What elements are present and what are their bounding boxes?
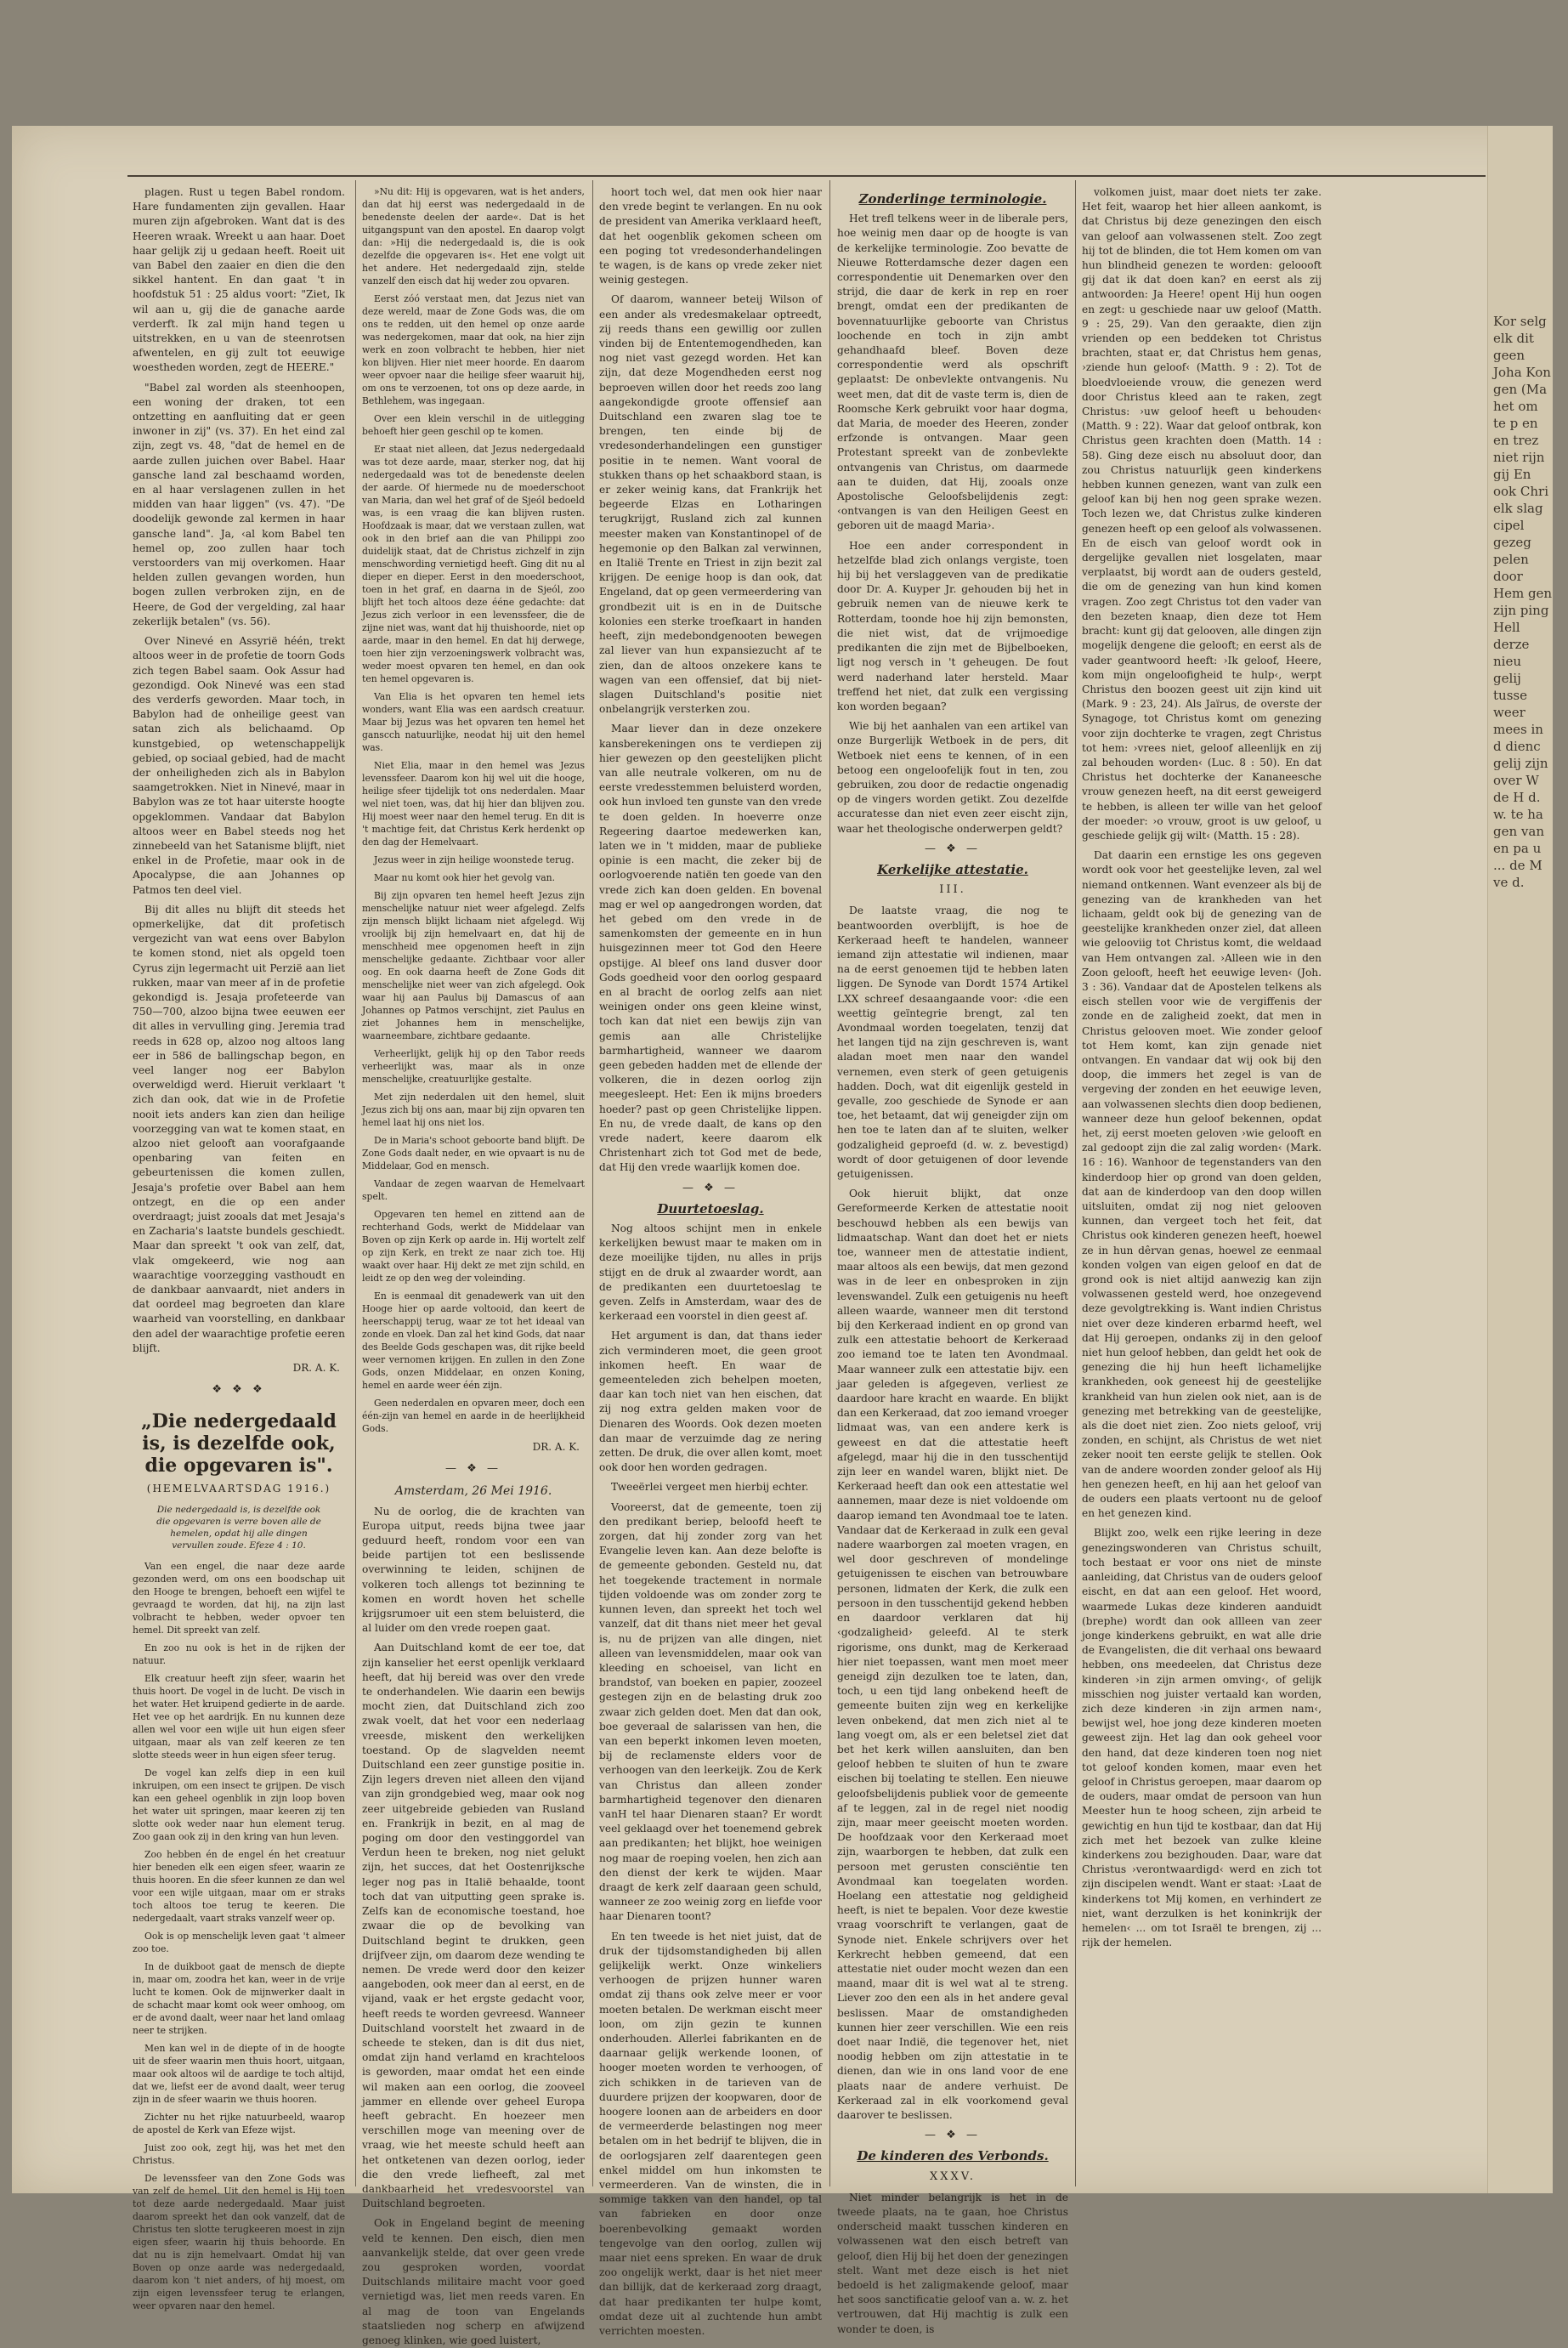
column-3 (599, 185, 823, 2338)
paragraph: Opgevaren ten hemel en zittend aan de rechterhand Gods, werkt de Middelaar van Boven op zijn Kerk op aarde in. Hij wortelt zelf op zijn Kerk, en trekt ze naar zich toe. Hij waakt over haar. Hij dekt ze met zijn schild, en leidt ze op den weg der voleinding. (362, 1209, 585, 1284)
paragraph: De vogel kan zelfs diep in een kuil inkruipen, om een insect te grijpen. De visch kan een geheel ogenblik in zijn loop boven het water uit springen, maar keeren zij ten slotte ook weder naar hun element terug. Zoo gaan ook zij in den kring van hun leven. (133, 1767, 345, 1842)
paragraph: Van Elia is het opvaren ten hemel iets wonders, want Elia was een aardsch creatuur. Maar bij Jezus was het opvaren ten hemel het ganscch natuurlijke, neodat hij uit den hemel was. (362, 691, 585, 753)
paragraph: Juist zoo ook, zegt hij, was het met den Christus. (133, 2141, 345, 2166)
paragraph: Vandaar de zegen waarvan de Hemelvaart spelt. (362, 1178, 585, 1202)
paragraph: In de duikboot gaat de mensch de diepte in, maar om, zoodra het kan, weer in de vrije lucht te komen. Ook de mijnwerker daalt in de schacht maar komt ook weer omhoog, om er de avond daalt, weer naar het land omlaag neer te strijken. (133, 1960, 345, 2036)
paragraph: En zoo nu ook is het in de rijken der natuur. (133, 1642, 345, 1666)
paragraph: Ook hieruit blijkt, dat onze Gereformeerde Kerken de attestatie nooit beschouwd hebben als een bewijs van lidmaatschap. Want dan doet het er niets toe, wanneer men de attestatie indient, maar altoos als een bewijs, dat men gezond was in de leer en onbesproken in zijn levenswandel. Zulk een getuigenis nu heeft alleen waarde, wanneer men dit terstond bij den Kerkeraad indient en op grond van zulk een attestatie behoort de Kerkeraad zoo iemand toe te laten ten Avondmaal. Maar wanneer zulk een attestatie bijv. een jaar geleden is afgegeven, verliest ze daardoor hare kracht en waarde. En blijkt dan een Kerkeraad, dat zoo iemand vroeger lidmaat was, van een andere kerk is geweest en dat die attestatie heeft afgelegd, maar hij die in den tusschentijd zijn leer en wandel waren, blijkt niet. De Kerkeraad heeft dan ook een attestatie wel aannemen, maar deze is niet voldoende om daarop iemand ten Avondmaal toe te laten. Vandaar dat de Kerkeraad in zulk een geval nadere waarborgen zal moeten vragen, en wel door geschreven of mondelinge getuigenissen te eischen van betrouwbare personen, lidmaten der Kerk, die zulk een persoon in den tusschentijd gekend hebben en daardoor verklaren dat hij ‹godzaligheid› geleefd. Al te sterk rigorisme, ons dunkt, mag de Kerkeraad hier niet toepassen, want men moet meer geneigd zijn dezulken toe te laten, dan, toch, u een tijd lang onbekend heeft de gemeente buiten zijn weg en kerkelijke leven onbekend, dat men zich niet al te lang voegt om, als er een beletsel ziet dat bet het kerk willen aansluiten, dan ben geloof hebben te sluiten of hun te zware eischen bij toelating te stellen. Een nieuwe geloofsbelijdenis publiek voor de gemeente af te leggen, zal in de regel niet noodig zijn, maar meer geeischt moeten worden. De hoofdzaak voor den Kerkeraad moet zijn, waarborgen te hebben, dat zulk een persoon met gerusten consciëntie ten Avondmaal kan toegelaten worden. Hoelang een attestatie nog geldigheid heeft, is niet te bepalen. Voor deze kwestie vraag voorschrift te verlangen, gaat de Synode niet. Enkele schrijvers over het Kerkrecht hebben gemeend, dat een attestatie niet ouder mocht wezen dan een maand, maar dit is wel wat al te streng. Liever zoo den een als in het andere geval beslissen. Maar de omstandigheden kunnen hier zeer verschillen. Wie een reis doet naar Indië, die tegenover het, niet noodig hebben om zijn attestatie in te dienen, dan wie in ons land voor de ene plaats naar de andere verhuist. De Kerkeraad zal in elk voorkomend geval daarover te beslissen. (837, 1188, 1068, 2121)
column-1 (133, 185, 345, 2311)
paragraph: Vooreerst, dat de gemeente, toen zij den predikant beriep, beloofd heeft te zorgen, dat hij zonder zorg van het Evangelie leven kan. Aan deze belofte is de gemeente gebonden. Gesteld nu, dat het toegekende tractement in normale tijden voldoende was om zonder zorg te kunnen leven, dan spreekt het toch wel vanzelf, dat dit thans niet meer het geval is, nu de prijzen van alle dingen, niet alleen van levensmiddelen, maar ook van kleeding en schoeisel, van licht en brandstof, van boeken en papier, zoozeel gestegen zijn en de belasting druk zoo zwaar zich gelden doet. Men dat dan ook, boe geveraal de salarissen van hen, die van een beperkt inkomen leven moeten, bij de reclamenste elders voor de verhoogen van den leerkeijk. Zou de Kerk van Christus dan alleen zonder barmhartigheid tegenover den dienaren vanH tel haar Dienaren staan? Er wordt veel geklaagd over het toenemend gebrek aan predikanten; het blijkt, hoe weinigen nog maar de roeping voelen, hen zich aan den dienst der kerk te wijden. Maar draagt de kerk zelf daaraan geen schuld, wanneer ze zoo weinig zorg en liefde voor haar Dienaren toont? (599, 1500, 822, 1923)
paragraph: plagen. Rust u tegen Babel rondom. Hare fundamenten zijn gevallen. Haar muren zijn afgebroken. Want dat is des Heeren wraak. Wreekt u aan haar. Doet haar gelijk zij u gedaan heeft. Roeit uit van Babel den zaaier en dien die den sikkel hantent. En dan gaat 't in hoofdstuk 51 : 25 aldus voort: "Ziet, Ik wil aan u, gij die de ganache aarde verderft. Ik zal mijn hand tegen u uitstrekken, en u van de steenrotsen afwentelen, en gij zult tot eeuwige woestheden worden, zegt de HEERE." (133, 186, 345, 374)
paragraph: Elk creatuur heeft zijn sfeer, waarin het thuis hoort. De vogel in de lucht. De visch in het water. Het kruipend gedierte in de aarde. Het vee op het aardrijk. En nu kunnen deze allen wel voor een wijle uit hun eigen sfeer uitgaan, maar als van zelf keeren ze ten slotte steeds weer in hun eigen sfeer terug. (133, 1672, 345, 1761)
paragraph: En is eenmaal dit genadewerk van uit den Hooge hier op aarde voltooid, dan keert de heerschappij terug, waar ze tot het ideaal van zonde en vloek. Dan zal het kind Gods, dat naar des Beelde Gods geschapen was, dit rijke beeld weer vernomen krijgen. En zullen in den Zone Gods, onzen Middelaar, en onzen Koning, hemel en aarde weer één zijn. (362, 1290, 585, 1391)
paragraph: Zichter nu het rijke natuurbeeld, waarop de apostel de Kerk van Efeze wijst. (133, 2111, 345, 2135)
section-number: III. (939, 883, 966, 897)
paragraph: Maar nu komt ook hier het gevolg van. (374, 872, 556, 883)
paragraph: Het argument is dan, dat thans ieder zich verminderen moet, die geen groot inkomen heeft. En waar de gemeenteleden zich behelpen moeten, daar kan toch niet van hen eischen, dat zij nog extra gelden maken voor de Dienaren des Woords. Ook dezen moeten dan maar de verzuimde dag ze nering zetten. De druk, die over allen komt, moet ook door hen worden gedragen. (599, 1330, 822, 1474)
header-rule (127, 175, 1486, 177)
paragraph: Jezus weer in zijn heilige woonstede terug. (374, 854, 575, 865)
paragraph: Wie bij het aanhalen van een artikel van onze Burgerlijk Wetboek in de pers, dit Wetboek niet eens te kennen, of in een betoog een ongeloofelijk fout in ten, zou gebruiken, zou door de redactie ongenadig op de vingers worden getikt. Zou dezelfde accuratesse dan niet even zeer eischt zijn, waar het theologische onderwerpen geldt? (837, 720, 1068, 835)
paragraph: Maar liever dan in deze onzekere kansberekeningen ons te verdiepen zij hier gewezen op den geestelijken plicht van alle neutrale volkeren, om nu de eerste vredesstemmen beluisterd worden, ook hun invloed ten gunste van den vrede te doen gelden. In hoeverre onze Regeering daartoe medewerken kan, laten we in 't midden, maar de publieke opinie is een macht, die zeker bij de oorlogvoerende natiën ten goede van den vrede zich kan doen gelden. En bovenal mag er wel op aangedrongen worden, dat het gebed om den vrede in de samenkomsten der gemeente en in hun huisgezinnen meer tot God den Heere opstijge. Al bleef ons land dusver door Gods goedheid voor den oorlog gespaard en al bracht de oorlog zelfs aan niet weinigen onder ons geen kleine winst, toch kan dat niet een bewijs zijn van gemis aan alle Christelijke barmhartigheid, wanneer we daarom geen gebeden hadden met de ellende der volkeren, die in dezen oorlog zijn meegesleept. Het: Een ik mijns broeders hoeder? past op geen Christelijke lippen. En nu, de vrede daalt, de kans op den vrede nadert, keere daarom elk Christenhart zich tot God met de bede, dat Hij den vrede waarlijk komen doe. (599, 723, 822, 1174)
paragraph: Men kan wel in de diepte of in de hoogte uit de sfeer waarin men thuis hoort, uitgaan, maar ook altoos wil de aardige te toch altijd, dat we, liefst eer de avond daalt, weer terug zijn in de sfeer waarin we thuis hooren. (133, 2042, 345, 2105)
signature: DR. A. K. (292, 1362, 340, 1375)
paragraph: De laatste vraag, die nog te beantwoorden overblijft, is hoe de Kerkeraad heeft te handelen, wanneer iemand zijn attestatie wil indienen, maar na de eerst genoemen tijd te hebben laten liggen. De Synode van Dordt 1574 Artikel LXX schreef desaangaande voor: ‹die een weettig geïntegrie brengt, zal ten Avondmaal worden toegelaten, tenzij dat het langen tijd na zijn geschreven is, want aladan moet men naar den wandel vernemen, even sterk of geen getuigenis hadden. Doch, wat dit eigenlijk gesteld in gevalle, zoo geschiede de Synode er aan toe, het betaamt, dat wij geneigder zijn om hen toe te laten dan af te sluiten, welker godzaligheid geproefd (d. w. z. bevestigd) wordt of door getuigenen of door levende getuigenissen. (837, 905, 1068, 1180)
paragraph: Niet minder belangrijk is het in de tweede plaats, na te gaan, hoe Christus onderscheid maakt tusschen kinderen en volwassenen wat den eisch betreft van geloof, dien Hij bij het doen der genezingen stelt. Want met deze eisch is het niet bedoeld is het zaligmakende geloof, maar het soos sanctificatie geloof van a. w. z. het vertrouwen, dat Hij machtig is zulk een wonder te doen, is (837, 2191, 1068, 2335)
paragraph: Bij dit alles nu blijft dit steeds het opmerkelijke, dat dit profetisch vergezicht van wat eens over Babylon te komen stond, niet als opgeld toen Cyrus zijn legermacht uit Perzië aan liet rukken, maar van meer af in de profetie gekondigd is. Jesaja profeteerde van 750—700, alzoo bijna twee eeuwen eer dit alles in vervulling ging. Jeremia trad reeds in 628 op, alzoo nog altoos lang eer in 586 de ballingschap begon, en veel langer nog eer Babylon overweldigd werd. Hieruit verklaart 't zich dan ook, dat wie in de Profetie nooit iets anders kan zien dan heilige voorzegging van wat te komen staat, en alzoo niet gelooft aan voorafgaande openbaring van feiten en gebeurtenissen die komen zullen, Jesaja's profetie over Babel aan hem ontzegt, en die op een ander overdraagt; juist zooals dat met Jesaja's en Zacharia's laatste bundels geschiedt. Maar dan spreekt 't ook van zelf, dat, vlak omgekeerd, wie nog aan waarachtige voorzegging vasthoudt en de dankbaar aanvaardt, niet anders in dat oordeel mag begroeten dan klare waarheid van voorstelling, en dankbaar den adel der waarachtige profetie eeren blijft. (133, 903, 345, 1354)
signature: DR. A. K. (532, 1441, 580, 1453)
column-2 (362, 185, 585, 2346)
paragraph: volkomen juist, maar doet niets ter zake. Het feit, waarop het hier alleen aankomt, is dat Christus bij deze genezingen den eisch van geloof aan volwassenen stelt. Zoo zegt hij tot de blinden, die tot Hem komen om van hun blindheid genezen te worden: geloooft gij dat ik dat doen kan? en eerst als zij antwoorden: Ja Heere! opent Hij hun oogen en zegt: u geschiede naar uw geloof (Matth. 9 : 25, 29). Van den geraakte, dien zijn vrienden op een beddeken tot Christus brachten, staat er, dat Christus hem genas, ›ziende hun geloof‹ (Matth. 9 : 2). Tot de bloedvloeiende vrouw, die genezen werd door Christus kleed aan te raken, zegt Christus: ›uw geloof heeft u behouden‹ (Matth. 9 : 22). Waar dat geloof ontbrak, kon Christus geen krachten doen (Matth. 14 : 58). Ging deze eisch nu absoluut door, dan zou Christus natuurlijk geen kinderkens hebben kunnen genezen, want van zulk een geloof kan bij hen nog geen sprake wezen. Toch lezen we, dat Christus zulke kinderen genezen heeft op een geloof als volwassenen. En de eisch van geloof wordt ook in dergelijke gevallen niet losgelaten, maar verplaatst, bij wordt aan de ouders gesteld, die om de genezing van hun kind komen vragen. Zoo zegt Christus tot den vader van den bezeten knaap, dien deze tot Hem bracht: kunt gij dat gelooven, alle dingen zijn mogelijk dengene die gelooft; en eerst als de vader geantwoord heeft: ›Ik geloof, Heere, kom mijn ongeloofigheid te hulp‹, werpt Christus den boozen geest uit zijn kind uit (Mark. 9 : 23, 24). Als Jaïrus, de overste der Synagoge, tot Christus komt om genezing voor zijn dochterke te vragen, zegt Christus tot hem: ›vrees niet, geloof alleenlijk en zij zal behouden worden‹ (Luc. 8 : 50). En dat Christus het dochterke der Kananeesche vrouw genezen heeft, na dit eerst geweigerd te hebben, is alleen ter wille van het geloof der moeder: ›o vrouw, groot is uw geloof, u geschiede gelijk gij wilt‹ (Matth. 15 : 28). (1082, 186, 1322, 842)
paragraph: Aan Duitschland komt de eer toe, dat zijn kanselier het eerst openlijk verklaard heeft, dat hij bereid was over den vrede te onderhandelen. Wie daarin een bewijs mocht zien, dat Duitschland zich zoo zwak voelt, dat het voor een nederlaag vreesde, miskent den werkelijken toestand. Op de slagvelden neemt Duitschland een zeer gunstige positie in. Zijn legers dreven niet alleen den vijand van zijn grondgebied weg, maar ook nog zeer uitgebreide gebieden van Rusland en. Frankrijk in bezit, en al mag de poging om door den vestinggordel van Verdun heen te breken, nog niet gelukt zijn, het succes, dat het Oostenrijksche leger nog pas in Italië behaalde, toont toch dat van uitputting geen sprake is. Zelfs kan de economische toestand, hoe zwaar die op de bevolking van Duitschland begint te drukken, geen drijfveer zijn, om daarom deze wending te nemen. De vrede werd door den keizer aangeboden, ook meer dan al eerst, en de vijand, vaak er het ergste gedacht voor, heeft reeds te worden gevreesd. Wanneer Duitschland voorstelt het zwaard in de scheede te steken, dan is dit dus niet, omdat zijn hand verlamd en krachteloos is geworden, maar omdat het een einde wil maken aan een oorlog, die zooveel jammer en ellende over geheel Europa heeft gebracht. En hoezeer men verschillen moge van meening over de vraag, wie het meeste schuld heeft aan het ontketenen van dezen oorlog, ieder die den vrede liefheeft, zal met dankbaarheid het vredesvoorstel van Duitschland begroeten. (362, 1642, 585, 2210)
adjacent-page-fragment: Kor selg elk dit geen Joha Kon gen (Ma het om te p en en trez niet rijn gij En ook Chri elk slag cipel gezeg pelen door Hem gen zijn ping Hell derze nieu gelij tusse weer mees in d dienc gelij zijn over W de H d. w. te ha gen van en pa u ... de M ve d. (1493, 314, 1553, 890)
paragraph: En ten tweede is het niet juist, dat de druk der tijdsomstandigheden bij allen gelijkelijk werkt. Onze winkeliers verhoogen de prijzen hunner waren omdat zij thans ook zelve meer er voor moeten betalen. De werkman eischt meer loon, om zijn gezin te kunnen onderhouden. Allerlei fabrikanten en de daarnaar gelijk werkende loonen, of hooger moeten worden te verhoogen, of zich schikken in de tarieven van de duurdere prijzen der koopwaren, door de hoogere loonen aan de arbeiders en door de vermeerderde belastingen nog meer betalen om in het bedrijf te blijven, die in de oorlogsjaren zelf daarentegen geen enkel middel om hun inkomsten te vermeerderen. Van de winsten, die in sommige takken van den handel, op tal van fabrieken en door onze boerenbevolking gemaakt worden tengevolge van den oorlog, zullen wij maar niet eens spreken. En waar de druk zoo ongelijk werkt, daar is het niet meer dan billijk, dat de kerkeraad zorg draagt, dat haar predikanten ter hulpe komt, omdat deze uit al zuchtende hun ambt verrichten moesten. (599, 1930, 822, 2338)
paragraph: Van een engel, die naar deze aarde gezonden werd, om ons een boodschap uit den Hooge te brengen, behoeft een wijfel te gevraagd te worden, dat hij, na zijn last volbracht te hebben, weder opvoer ten hemel. Dit spreekt van zelf. (133, 1560, 345, 1636)
ornament-divider: — ❖ — (925, 842, 981, 855)
scripture-verse: Die nedergedaald is, is dezelfde ook die opgevaren is verre boven alle de hemelen, opdat hij alle dingen vervullen zoude. Efeze 4 : 10. (156, 1504, 321, 1551)
paragraph: hoort toch wel, dat men ook hier naar den vrede begint te verlangen. En nu ook de president van Amerika verklaard heeft, dat het oogenblik gekomen scheen om een poging tot vredesonderhandelingen te wagen, is de kans op vrede zeker niet weinig gestegen. (599, 186, 823, 286)
paragraph: Hoe een ander correspondent in hetzelfde blad zich onlangs vergiste, toen hij bij het verslaggeven van de predikatie door Dr. A. Kuyper Jr. gehouden bij het in gebruik nemen van de nieuwe kerk te Rotterdam, toonde hoe hij zijn bemonsten, die niet wist, dat de vrijmoedige predikanten die zijn met de Bijbelboeken, ligt nog versch in 't geheugen. De fout werd naderhand later hersteld. Maar treffend het niet, dat zulk een vergissing kon worden begaan? (837, 539, 1068, 712)
column-rule (592, 180, 593, 2186)
paragraph: "Babel zal worden als steenhoopen, een woning der draken, tot een ontzetting en aanfluiting dat er geen inwoner in zij" (vs. 37). En het eind zal zijn, zegt vs. 48, "dat de hemel en de aarde zullen juichen over Babel. Haar gansche land zal beschaamd worden, en al haar verslagenen zullen in het midden van haar liggen" (vs. 47). "De doodelijk gewonde zal kermen in haar gansche land". Ja, ‹al kom Babel ten hemel op, zoo zullen haar toch verstoorders van mij overkomen. Haar helden zullen gevangen worden, hun bogen zullen verbroken zijn, en de Heere, de God der vergelding, zal haar zekerlijk betalen" (vs. 56). (133, 381, 345, 627)
adjacent-page-edge (1487, 126, 1553, 2193)
paragraph: Verheerlijkt, gelijk hij op den Tabor reeds verheerlijkt was, maar als in onze menschelijke, creatuurlijke gestalte. (362, 1048, 585, 1085)
article-title: Kerkelijke attestatie. (877, 861, 1028, 877)
paragraph: Ook in Engeland begint de meening veld te kennen. Den eisch, dien men aanvankelijk stelde, dat over geen vrede zou gesproken worden, voordat Duitschlands militaire macht voor goed vernietigd was, liet men reeds varen. En al mag de toon van Engelands staatslieden nog scherp en afwijzend genoeg klinken, wie goed luistert, (362, 2217, 585, 2346)
column-rule (1075, 180, 1076, 2186)
paragraph: Blijkt zoo, welk een rijke leering in deze genezingswonderen van Christus schuilt, toch bestaat er voor ons niet de minste aanleiding, dat Christus van de ouders geloof eischt, en dat aan een geloof. Het woord, waarmede Lukas deze kinderen aanduidt (brephe) wordt dan ook allleen van zeer jonge kinderkens gebruikt, en wat alle drie de Evangelisten, die dit verhaal ons bewaard hebben, ons meedeelen, dat Christus deze kinderen ›in zijn armen omving‹, of gelijk misschien nog juister vertaald kan worden, zich deze kinderen ›in zijn armen nam‹, bewijst wel, hoe jong deze kinderen moeten geweest zijn. Het lag dan ook geheel voor den hand, dat deze kinderen toen nog niet tot geloof konden komen, maar even het geloof in Christus geroepen, maar daarom op de ouders, maar omdat de persoon van hun Meester hun te hoog scheen, zijn arbeid te gewichtig en hun tijd te kostbaar, dan dat Hij zich met het bezoek van zulke kleine kinderkens zou bezighouden. Daar, ware dat Christus ›verontwaardigd‹ werd en zich tot zijn discipelen wendt. Want er staat: ›Laat de kinderkens tot Mij komen, en verhindert ze niet, want derzulken is het koninkrijk der hemelen‹ ... om tot Israël te brengen, zij ... rijk der hemelen. (1082, 1527, 1322, 1949)
article-title: „Die nedergedaald is, is dezelfde ook, die opgevaren is". (141, 1410, 337, 1477)
paragraph: Geen nederdalen en opvaren meer, doch een één-zijn van hemel en aarde in de heerlijkheid Gods. (362, 1398, 585, 1434)
paragraph: Nu de oorlog, die de krachten van Europa uitput, reeds bijna twee jaar geduurd heeft, rondom voor een van beide partijen tot een beslissende overwinning te leiden, schijnen de volkeren toch allengs tot bezinning te komen en wordt hoven het schelle krijgsrumoer uit een stem beluisterd, die al luider om den vrede roepen gaat. (362, 1505, 585, 1635)
paragraph: Dat daarin een ernstige les ons gegeven wordt ook voor het geestelijke leven, zal wel niemand ontkennen. Want evenzeer als bij de genezing van de krankheden van het lichaam, geldt ook bij de genezing van de geestelijke krankheden onzer ziel, dat alleen wie gelooviig tot Christus komt, die weldaad van Hem ontvangen zal. ›Alleen wie in den Zoon gelooft, heeft het eeuwige leven‹ (Joh. 3 : 36). Vandaar dat de Apostelen telkens als eisch stellen voor wie de vergiffenis der zonde en de zaligheid zoekt, dat men in Christus gelooven moet. Wie zonder geloof tot Hem komt, kan zijn genade niet ontvangen. En vandaar dat wij ook bij den doop, die immers het zegel is van de vergeving der zonden en het eeuwige leven, aan volwassenen slechts dien doop bedienen, wanneer deze hun geloof bekennen, opdat het, zij eerst moeten geloven ›wie gelooft en zal gedoopt zijn die zal zalig worden‹ (Mark. 16 : 16). Wanhoor de tegenstanders van den kinderdoop hier op grond van doen gelden, dat aan de kinderdoop van den doop willen uitsluiten, omdat zij nog niet gelooven kunnen, dan vergeet toch het feit, dat Christus ook kinderen genezen heeft, hoewel ze in hun dêrvan genas, hoewel ze eenmaal konden volgen van eigen geloof en dat de grond ook is niet altijd aanwezig kan zijn volwassenen gesteld werd, hoe onzegevend deze gevolgtrekking is. Want indien Christus niet over deze kinderen erbarmd heeft, wel dat Hij geroepen, ondanks zij in den geloof niet hun geloof hebben, dan geldt het ook de genezing die hij hun heeft lichamelijke krankheden, ook geneest hij de geestelijke krankheid van hun zielen ook niet, aan is de genezing met betrekking van de geestelijke, als die doet niet zien. Zoo niets geloof, vrij zonden, en schijnt, als Christus de wet niet zeker nooit ten eerste gelijk te stellen. Ook van de andere woorden zonder geloof als Hij hen genezen heeft, en hij aan het geloof van de ouders een plaats vertoont nu de geloof en het genezen kind. (1082, 849, 1322, 1520)
paragraph: Ook is op menschelijk leven gaat 't almeer zoo toe. (133, 1930, 345, 1954)
article-dateline: Amsterdam, 26 Mei 1916. (394, 1484, 552, 1499)
paragraph: Eerst zóó verstaat men, dat Jezus niet van deze wereld, maar de Zone Gods was, die om ons te redden, uit den hemel op onze aarde was nedergekomen, maar dat ook, na hier zijn werk en zoon volbracht te hebben, hier niet kon blijven. Hier niet meer hoorde. En daarom weer opvoer naar die heilige sfeer waaruit hij, om ons te verzoenen, tot ons op deze aarde, in Bethlehem, was ingegaan. (362, 293, 585, 406)
paragraph: Over Ninevé en Assyrië héén, trekt altoos weer in de profetie de toorn Gods zich tegen Babel saam. Ook Assur had gezondigd. Ook Ninevé was een stad des verderfs geworden. Maar toch, in Babylon had de onheilige geest van satan zich als belichaamd. Op kunstgebied, op wetenschappelijk gebied, op sociaal gebied, had de macht der onheiligheden zich als in Babylon saamgetrokken. Niet in Ninevé, maar in Babylon was ze tot haar uiterste hoogte opgeklommen. Vandaar dat Babylon altoos weer en Babel steeds nog het zinnebeeld van het Satanisme blijft, niet enkel in de Profetie, maar ook in de Apocalypse, die aan Johannes op Patmos ten deel viel. (133, 635, 345, 896)
column-4 (837, 185, 1068, 2335)
ornament-divider: — ❖ — (682, 1181, 739, 1194)
paragraph: Er staat niet alleen, dat Jezus nedergedaald was tot deze aarde, maar, sterker nog, dat hij nedergedaald was tot de benedenste deelen der aarde. Of hiermede nu de moederschoot van Maria, dan wel het graf of de Sjeól bedoeld was, is een vraag die kan blijven rusten. Hoofdzaak is maar, dat we verstaan zullen, wat ook in den brief aan die van Philippi zoo duidelijk staat, dat de Christus zichzelf in zijn menschwording vernietigd heeft. Ging dit nu al dieper en dieper. Eerst in den moederschoot, toen in het graf, en daarna in de Sjeól, zoo blijft het toch altoos deze ééne gedachte: dat Jezus zich verloor in een levenssfeer, die de zijne niet was, want dat hij thuishoorde, niet op aarde, maar in den hemel. En dat hij derwege, toen hier zijn verzoeningswerk volbracht was, weder moest opvaren ten hemel, en dan ook ten hemel opgevaren is. (362, 444, 585, 684)
ornament-divider: ❖ ❖ ❖ (212, 1383, 266, 1397)
article-title: Duurtetoeslag. (657, 1200, 764, 1217)
paragraph: Tweeërlei vergeet men hierbij echter. (611, 1481, 809, 1494)
section-number: XXXV. (929, 2169, 976, 2183)
paragraph: De in Maria's schoot geboorte band blijft. De Zone Gods daalt neder, en wie opvaart is nu de Middelaar, God en mensch. (362, 1135, 585, 1171)
column-rule (355, 180, 356, 2186)
paragraph: Bij zijn opvaren ten hemel heeft Jezus zijn menschelijke natuur niet weer afgelegd. Zelfs zijn mensch blijkt lichaam niet afgelegd. Wij vroolijk bij zijn hemelvaart en, dat hij de menschheid mee opgenomen heeft in zijn menschelijke gedaante. Zichtbaar voor aller oog. En ook daarna heeft de Zone Gods dit menschelijke niet weer van zich afgelegd. Ook waar hij aan Paulus bij Damascus of aan Johannes op Patmos verschijnt, ziet Paulus en ziet Johannes hem in menschelijke, waarneembare, zichtbare gedaante. (362, 890, 585, 1041)
paragraph: Het trefl telkens weer in de liberale pers, hoe weinig men daar op de hoogte is van de kerkelijke terminologie. Zoo bevatte de Nieuwe Rotterdamsche dezer dagen een correspondentie uit Denemarken over den strijd, die daar de kerk in rep en roer brengt, omdat een der predikanten de bovennatuurlijke geboorte van Christus loochende en toch in zijn ambt gehandhaafd bleef. Boven deze correspondentie werd als opschrift geplaatst: De onbevlekte ontvangenis. Nu weet men, dat dit de vaste term is, dien de Roomsche Kerk gebruikt voor haar dogma, dat Maria, de moeder des Heeren, zonder erfzonde is ontvangen. Maar geen Protestant spreekt van de zonbevlekte ontvangenis van Christus, om daarmede aan te duiden, dat Hij, zooals onze Apostolische Geloofsbelijdenis zegt: ‹ontvangen is van den Heiligen Geest en geboren uit de maagd Maria›. (837, 213, 1068, 532)
paragraph: De levenssfeer van den Zone Gods was van zelf de hemel. Uit den hemel is Hij toen tot deze aarde nedergedaald. Maar juist daarom spreekt het dan ook vanzelf, dat de Christus ten slotte terugkeeren moest in zijn eigen sfeer, waarin hij thuis behoorde. En dat nu is zijn hemelvaart. Omdat hij van Boven op onze aarde was nedergedaald, daarom kon 't niet anders, of hij moest, om zijn eigen levenssfeer terug te erlangen, weer opvaren naar den hemel. (133, 2172, 345, 2311)
paragraph: Met zijn nederdalen uit den hemel, sluit Jezus zich bij ons aan, maar bij zijn opvaren ten hemel laat hij ons niet los. (362, 1092, 585, 1128)
column-5 (1082, 185, 1322, 2192)
paragraph: Zoo hebben én de engel én het creatuur hier beneden elk een eigen sfeer, waarin ze thuis hooren. En die sfeer kunnen ze dan wel voor een wijle uitgaan, maar om er straks toch altoos toe terug te keeren. Die nedergedaalt, vaart straks vanzelf weer op. (133, 1848, 345, 1924)
article-title: Zonderlinge terminologie. (858, 191, 1047, 207)
paragraph: Niet Elia, maar in den hemel was Jezus levenssfeer. Daarom kon hij wel uit die hooge, heilige sfeer tijdelijk tot ons nederdalen. Maar wel niet toen, was, dat hij hier dan blijven zou. Hij moest weer naar den hemel terug. En dit is 't machtige feit, dat Christus Kerk herdenkt op den dag der Hemelvaart. (362, 760, 585, 848)
paragraph: Over een klein verschil in de uitlegging behoeft hier geen geschil op te komen. (362, 413, 585, 437)
ornament-divider: — ❖ — (445, 1462, 501, 1476)
article-title: De kinderen des Verbonds. (857, 2148, 1049, 2164)
paragraph: Of daarom, wanneer beteij Wilson of een ander als vredesmakelaar optreedt, zij reeds thans een gewillig oor zullen vinden bij de Ententemogendheden, kan nog niet vast gezegd worden. Het kan zijn, dat deze Mogendheden eerst nog beproeven willen door het reeds zoo lang aangekondigde groote offensief aan Duitschland een zwaren slag toe te brengen, ten einde bij de vredesonderhandelingen een gunstiger positie in te nemen. Want vooral de stukken thans op het schaakbord staan, is er zeker weinig kans, dat Frankrijk het begeerde Elzas en Lotharingen terugkrijgt, Rusland zich zal kunnen meester maken van Konstantinopel of de hegemonie op den Balkan zal verwinnen, en Italië Trente en Triest in zijn bezit zal krijgen. De eenige hoop is dan ook, dat Engeland, dat op geen vermeerdering van grondbezit uit is en in de Duitsche kolonies een sterke troefkaart in handen heeft, zijn medebondgenooten bewegen zal liever van hun expansiezucht af te zien, dan de altoos onzekere kans te wagen van een offensief, dat bij niet-slagen Duitschland's positie niet onbelangrijk versterken zou. (599, 293, 822, 716)
column-rule (829, 180, 830, 2186)
article-subtitle: (HEMELVAARTSDAG 1916.) (146, 1483, 331, 1495)
ornament-divider: — ❖ — (925, 2129, 981, 2142)
paragraph: »Nu dit: Hij is opgevaren, wat is het anders, dan dat hij eerst was nedergedaald in de benedenste deelen der aarde«. Dat is het uitgangspunt van den apostel. En daarop volgt dan: »Hij die nedergedaald is, die is ook dezelfde die opgevaren is«. Het ene volgt uit het andere. Het nedergedaald zijn, stelde vanzelf den eisch dat hij weder zou opvaren. (362, 186, 585, 286)
paragraph: Nog altoos schijnt men in enkele kerkelijken bewust maar te maken om in deze moeilijke tijden, nu alles in prijs stijgt en de druk al zwaarder wordt, aan de predikanten een duurtetoeslag te geven. Zelfs in Amsterdam, waar des de kerkeraad een voorstel in dien geest af. (599, 1222, 822, 1323)
